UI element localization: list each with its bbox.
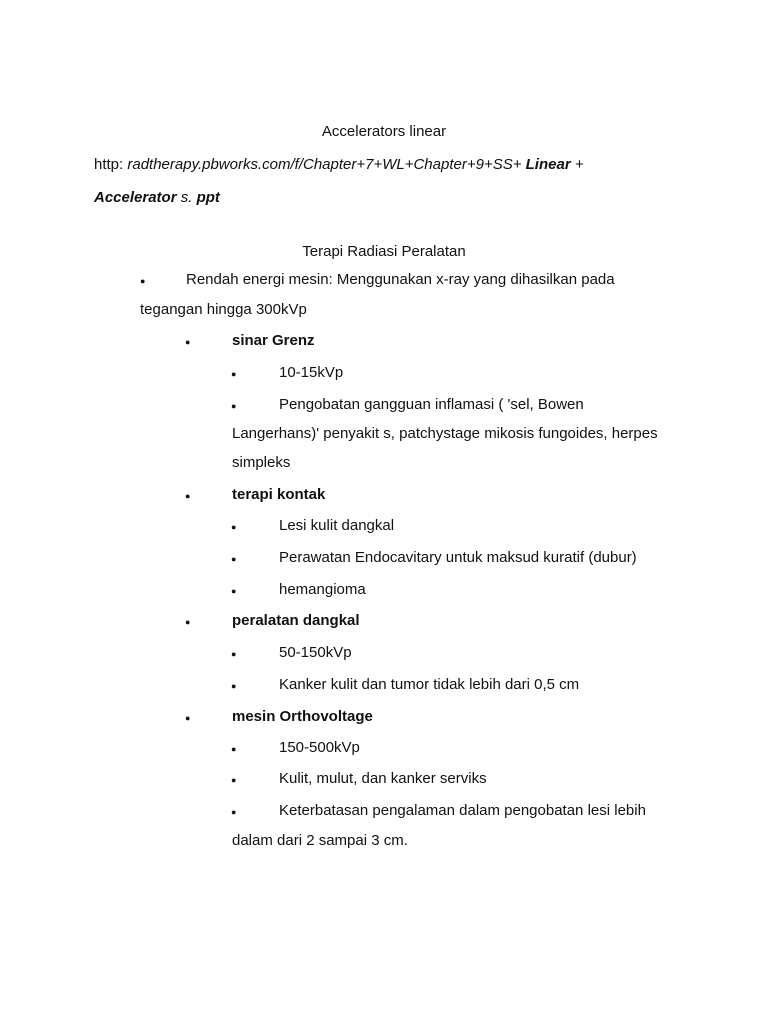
group-heading: terapi kontak xyxy=(232,486,326,503)
list-item: Pengobatan gangguan inflamasi ( 'sel, Bowen xyxy=(279,396,584,413)
bullet-icon: ● xyxy=(231,807,237,817)
list-item: Kanker kulit dan tumor tidak lebih dari 0,5 cm xyxy=(279,676,580,693)
bullet-icon: ● xyxy=(231,744,237,754)
list-item: Perawatan Endocavitary untuk maksud kuratif (dubur) xyxy=(279,549,637,566)
source-prefix: http: xyxy=(94,156,128,173)
source-ppt: ppt xyxy=(196,189,220,206)
group-heading: sinar Grenz xyxy=(232,332,315,349)
section-heading: Terapi Radiasi Peralatan xyxy=(302,243,466,260)
bullet-icon: ● xyxy=(185,491,191,501)
source-url: radtherapy.pbworks.com/f/Chapter+7+WL+Chapter+9+SS+ xyxy=(127,156,522,173)
bullet-icon: ● xyxy=(231,401,237,411)
source-s: s. xyxy=(176,189,197,206)
list-item: hemangioma xyxy=(279,581,366,598)
bullet-icon: ● xyxy=(231,522,237,532)
source-accelerator: Accelerator xyxy=(94,189,177,206)
document-title: Accelerators linear xyxy=(321,123,447,140)
bullet-icon: ● xyxy=(231,775,237,785)
list-item: Lesi kulit dangkal xyxy=(279,517,395,534)
bullet-icon: ● xyxy=(185,713,191,723)
list-item: 10-15kVp xyxy=(279,364,344,381)
list-item: 150-500kVp xyxy=(279,739,360,756)
list-item: Kulit, mulut, dan kanker serviks xyxy=(279,770,487,787)
list-item: 50-150kVp xyxy=(279,644,352,661)
bullet-icon: ● xyxy=(231,554,237,564)
bullet-icon: ● xyxy=(231,369,237,379)
group-heading: mesin Orthovoltage xyxy=(232,708,373,725)
bullet-icon: ● xyxy=(231,649,237,659)
bullet-icon: ● xyxy=(140,276,146,286)
source-linear: Linear xyxy=(525,156,571,173)
bullet-icon: ● xyxy=(231,681,237,691)
list-item-continuation: dalam dari 2 sampai 3 cm. xyxy=(232,832,408,849)
list-item-continuation: Langerhans)' penyakit s, patchystage mikosis fungoides, herpes xyxy=(232,425,658,442)
bullet-icon: ● xyxy=(185,337,191,347)
source-plus: + xyxy=(570,156,584,173)
source-link-line-1 xyxy=(94,156,584,174)
bullet-icon: ● xyxy=(231,586,237,596)
source-link-line-2 xyxy=(94,189,220,207)
intro-line-1: Rendah energi mesin: Menggunakan x-ray yang dihasilkan pada xyxy=(186,271,615,288)
intro-line-2: tegangan hingga 300kVp xyxy=(140,301,307,318)
list-item-continuation: simpleks xyxy=(232,454,291,471)
bullet-icon: ● xyxy=(185,617,191,627)
group-heading: peralatan dangkal xyxy=(232,612,360,629)
list-item: Keterbatasan pengalaman dalam pengobatan lesi lebih xyxy=(279,802,646,819)
